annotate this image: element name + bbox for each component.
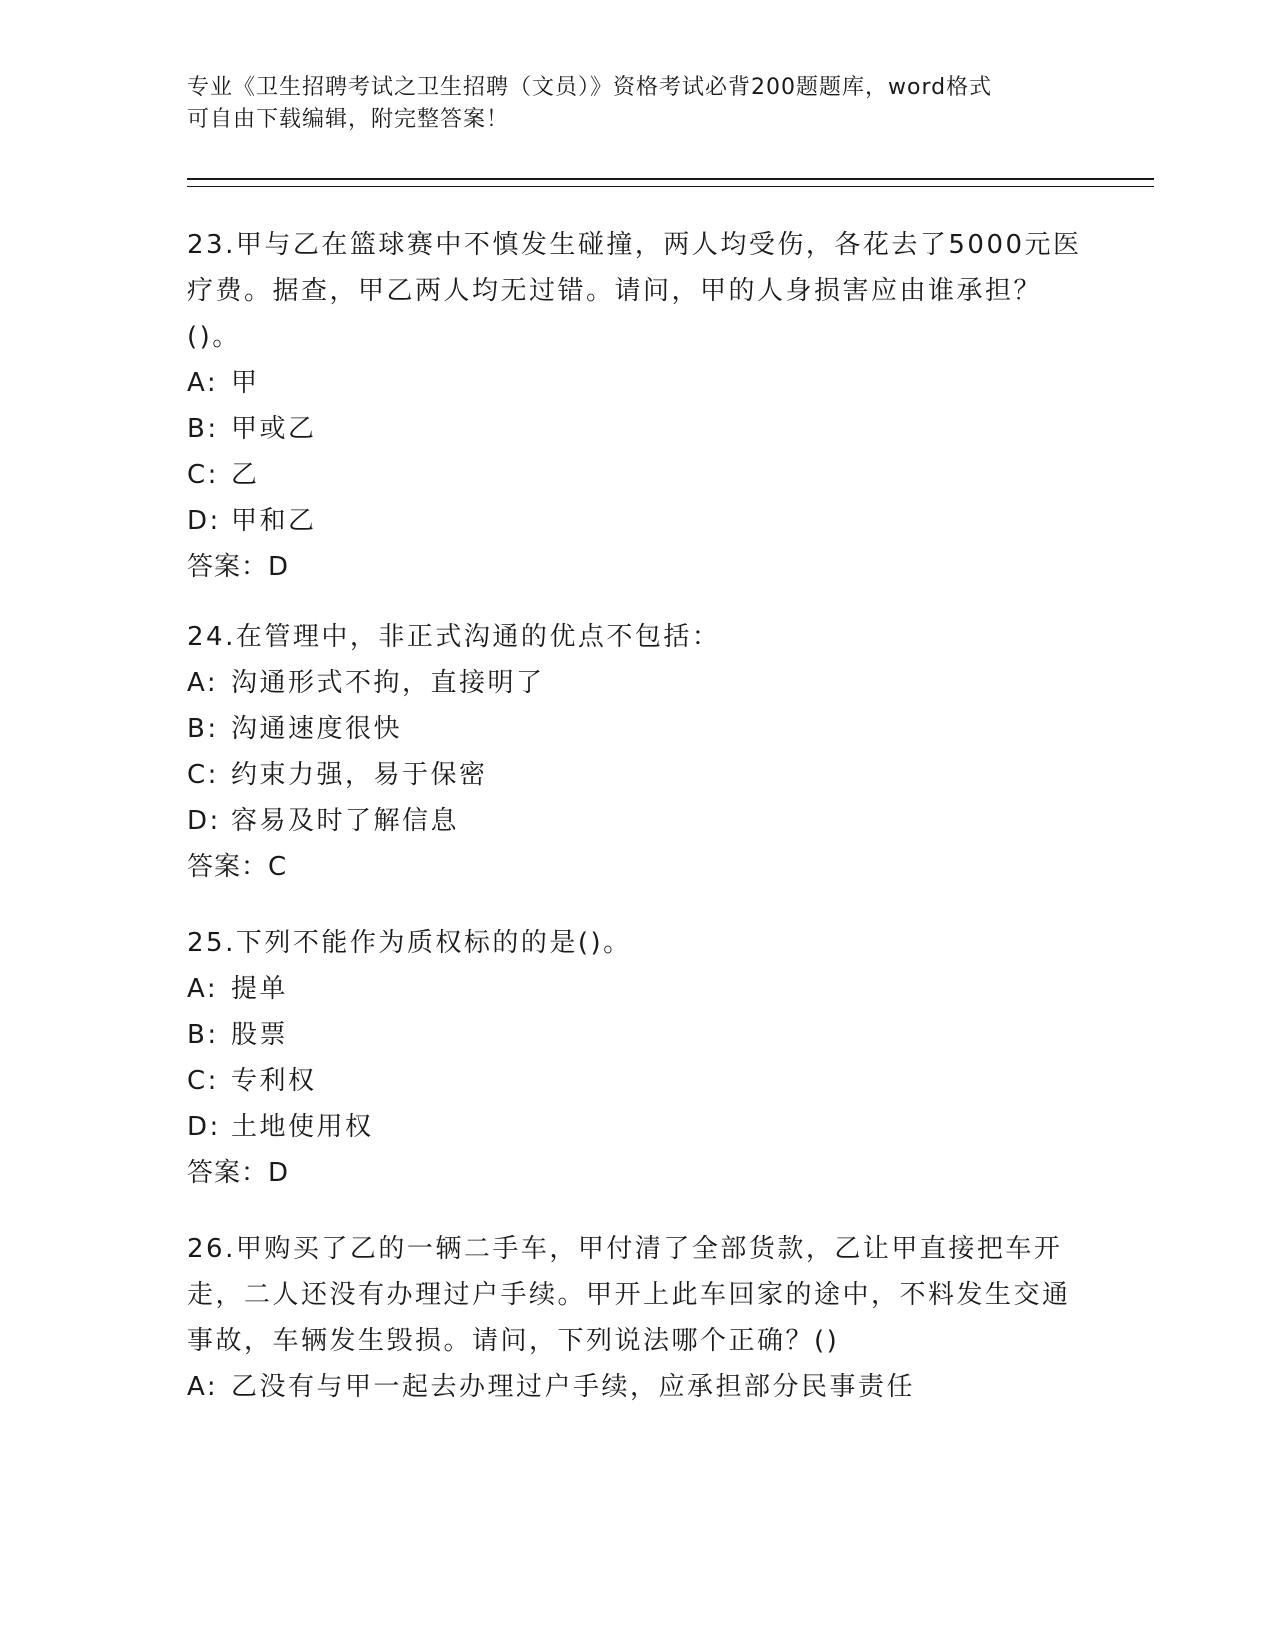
option-a [187, 360, 1087, 406]
answer-label: 答案： [187, 852, 269, 882]
question-26 [187, 1226, 1087, 1410]
question-number: 25. [187, 928, 236, 958]
question-number: 24. [187, 622, 236, 652]
question-body: 下列不能作为质权标的的是()。 [235, 928, 632, 958]
option-b [187, 706, 1087, 752]
option-text: 股票 [231, 1020, 289, 1050]
question-text [187, 920, 1087, 966]
header-divider [187, 178, 1154, 187]
question-24 [187, 614, 1087, 890]
option-b [187, 1012, 1087, 1058]
option-text: 容易及时了解信息 [231, 806, 460, 836]
option-key: B: [187, 714, 219, 744]
option-text: 甲和乙 [231, 506, 317, 536]
question-number: 23. [187, 230, 236, 260]
option-d [187, 798, 1087, 844]
option-text: 乙没有与甲一起去办理过户手续，应承担部分民事责任 [231, 1372, 916, 1402]
question-text [187, 1226, 1087, 1364]
header-line-2: 可自由下载编辑，附完整答案！ [187, 107, 510, 132]
question-text [187, 222, 1087, 360]
option-text: 甲 [231, 368, 260, 398]
option-key: A: [187, 1372, 219, 1402]
option-key: A: [187, 974, 219, 1004]
option-key: D: [187, 806, 221, 836]
question-body: 甲购买了乙的一辆二手车，甲付清了全部货款，乙让甲直接把车开走，二人还没有办理过户手续。甲开上此车回家的途中，不料发生交通事故，车辆发生毁损。请问，下列说法哪个正确？() [187, 1234, 1071, 1356]
option-c [187, 452, 1087, 498]
answer-value: D [268, 1158, 290, 1188]
option-key: D: [187, 1112, 221, 1142]
option-text: 提单 [231, 974, 289, 1004]
option-key: C: [187, 760, 219, 790]
answer-line [187, 544, 1087, 590]
option-a [187, 966, 1087, 1012]
question-text [187, 614, 1087, 660]
option-d [187, 498, 1087, 544]
option-text: 沟通速度很快 [231, 714, 403, 744]
option-a [187, 1364, 1087, 1410]
option-key: B: [187, 1020, 219, 1050]
option-key: A: [187, 668, 219, 698]
option-d [187, 1104, 1087, 1150]
answer-line [187, 844, 1087, 890]
answer-label: 答案： [187, 1158, 269, 1188]
answer-value: C [268, 852, 288, 882]
option-text: 乙 [231, 460, 260, 490]
question-23 [187, 222, 1087, 590]
option-key: A: [187, 368, 219, 398]
option-text: 沟通形式不拘，直接明了 [231, 668, 545, 698]
option-text: 专利权 [231, 1066, 317, 1096]
option-key: C: [187, 1066, 219, 1096]
option-key: B: [187, 414, 219, 444]
option-key: D: [187, 506, 221, 536]
answer-value: D [268, 552, 290, 582]
option-key: C: [187, 460, 219, 490]
option-a [187, 660, 1087, 706]
option-c [187, 752, 1087, 798]
question-number: 26. [187, 1234, 236, 1264]
answer-line [187, 1150, 1087, 1196]
option-text: 土地使用权 [231, 1112, 374, 1142]
answer-label: 答案： [187, 552, 269, 582]
header-line-1: 专业《卫生招聘考试之卫生招聘（文员）》资格考试必背200题题库，word格式 [187, 75, 993, 100]
document-header [187, 72, 1067, 136]
question-body: 在管理中，非正式沟通的优点不包括： [235, 622, 721, 652]
option-text: 甲或乙 [231, 414, 317, 444]
option-text: 约束力强，易于保密 [231, 760, 488, 790]
option-b [187, 406, 1087, 452]
question-25 [187, 920, 1087, 1196]
question-body: 甲与乙在篮球赛中不慎发生碰撞，两人均受伤，各花去了5000元医疗费。据查，甲乙两人均无过错。请问，甲的人身损害应由谁承担？()。 [187, 230, 1082, 352]
option-c [187, 1058, 1087, 1104]
